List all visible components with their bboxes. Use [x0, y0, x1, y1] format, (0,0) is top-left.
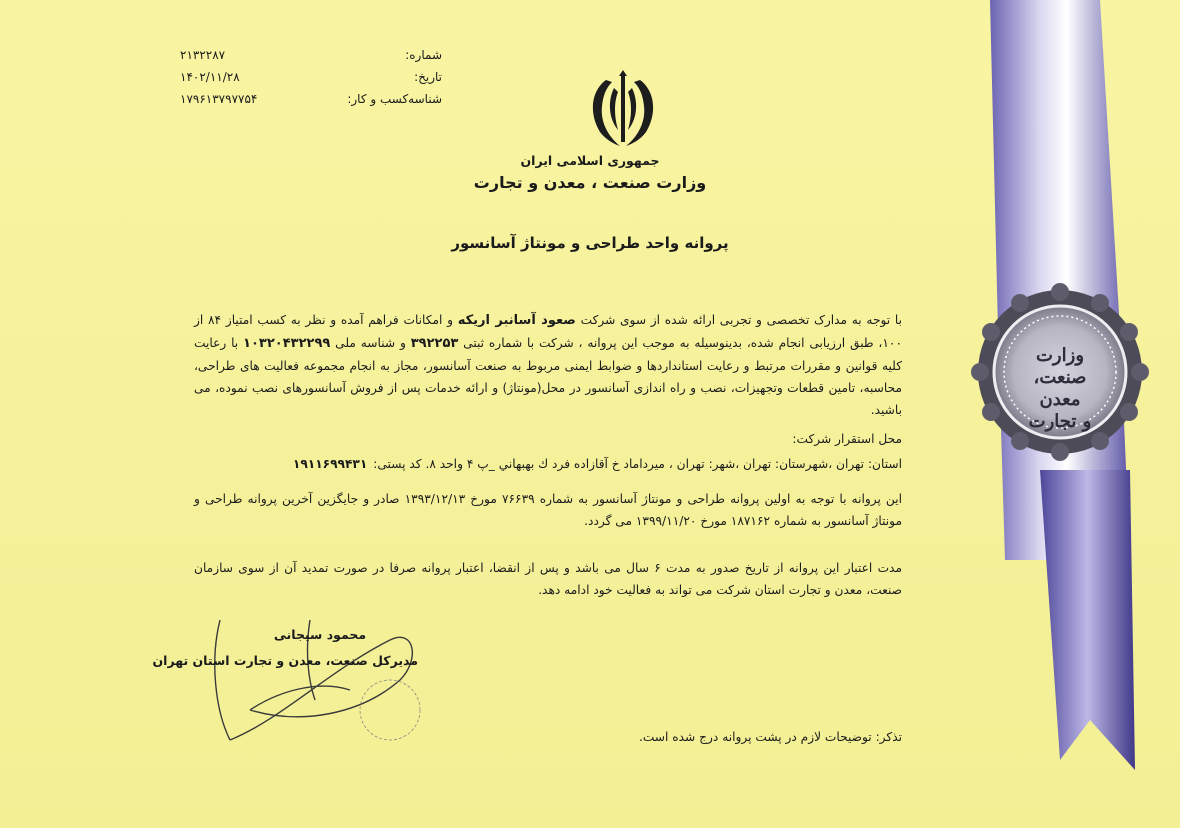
business-id-label: شناسه‌کسب و کار: — [347, 92, 442, 106]
registration-number: ۳۹۲۲۵۳ — [410, 336, 459, 351]
handwritten-signature — [190, 600, 430, 750]
seal-text: وزارت صنعت، معدن و تجارت — [1028, 345, 1092, 432]
number-label: شماره: — [405, 48, 442, 62]
ministry-name: وزارت صنعت ، معدن و تجارت — [473, 173, 707, 192]
body-paragraph-1: با توجه به مدارک تخصصی و تجربی ارائه شده از سوی شرکت صعود آسانبر اریکه و امکانات فراهم آمده و نظر به کسب امتیاز ۸۴ از ۱۰۰، طبق ارزیابی انجام شده، بدینوسیله به موجب این پروانه ، شرکت با شماره ثبتی ۳۹۲۲۵۳ و شناسه ملی ۱۰۳۲۰۴۳۲۲۹۹ با رعایت کلیه قوانین و مقررات مرتبط و رعایت استانداردها و ضوابط ایمنی مربوط به صنعت آسانسور، مجاز به انجام مجموعه فعالیت های طراحی، محاسبه، تامین قطعات وتجهیزات، نصب و راه اندازی آسانسور در محل(مونتاژ) و ارائه خدمات پس از فروش آسانسورهای نصب نموده، می باشید. — [194, 313, 902, 417]
document-title: پروانه واحد طراحی و مونتاژ آسانسور — [451, 234, 729, 252]
postal-code: ۱۹۱۱۶۹۹۴۳۱ — [292, 457, 368, 471]
location-heading: محل استقرار شرکت: — [792, 432, 902, 446]
date-label: تاریخ: — [414, 70, 442, 84]
number-value: ۲۱۳۲۲۸۷ — [180, 48, 226, 62]
body-paragraph-3: مدت اعتبار این پروانه از تاریخ صدور به مدت ۶ سال می باشد و پس از انقضا، اعتبار پروانه صرفا در صورت تمدید آن از سوی سازمان صنعت، معدن و تجارت استان شرکت می تواند به فعالیت خود ادامه دهد. — [194, 561, 902, 597]
address-line: استان: تهران ،شهرستان: تهران ،شهر: تهران ، ميرداماد خ آقازاده فرد ك بهبهاني _پ ۴ واحد ۸. كد پستی:۱۹۱۱۶۹۹۴۳۱ — [292, 457, 902, 471]
body-paragraph-2: این پروانه با توجه به اولین پروانه طراحی و مونتاژ آسانسور به شماره ۷۶۶۳۹ مورخ ۱۳۹۳/۱۲/۱۳ صادر و جایگزین آخرین پروانه طراحی و مونتاژ آسانسور به شماره ۱۸۷۱۶۲ مورخ ۱۳۹۹/۱۱/۲۰ می گردد. — [194, 492, 902, 528]
footnote: تذکر: توضیحات لازم در پشت پروانه درج شده است. — [638, 730, 902, 744]
signatory-name: محمود سیجانی — [273, 627, 367, 642]
business-id-value: ۱۷۹۶۱۳۷۹۷۷۵۴ — [180, 92, 258, 106]
company-name: صعود آسانبر اریکه — [457, 313, 576, 328]
iran-emblem-icon — [586, 70, 660, 150]
national-id: ۱۰۳۲۰۴۳۲۲۹۹ — [243, 336, 331, 351]
signatory-title: مدیرکل صنعت، معدن و تجارت استان تهران — [152, 653, 418, 668]
republic-name: جمهوری اسلامی ایران — [520, 153, 660, 168]
date-value: ۱۴۰۲/۱۱/۲۸ — [180, 70, 240, 84]
